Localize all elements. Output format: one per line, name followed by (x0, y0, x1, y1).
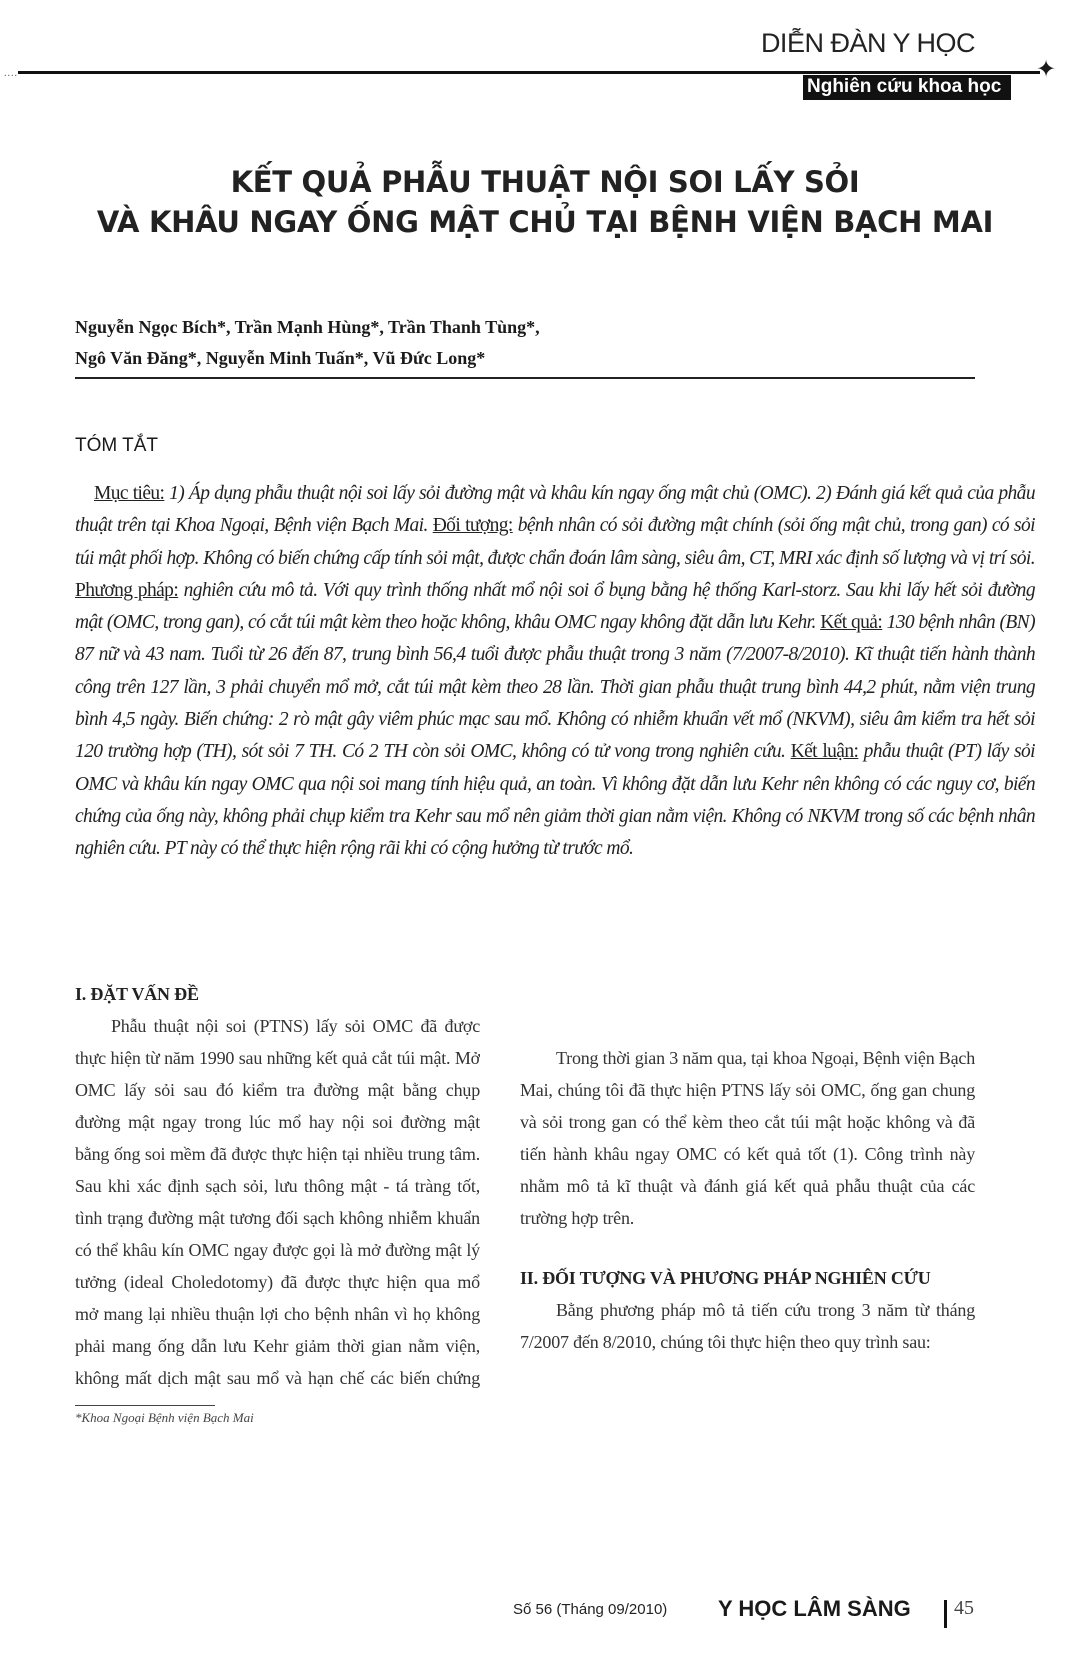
abstract-heading: TÓM TẮT (75, 435, 159, 456)
footnote: *Khoa Ngoại Bệnh viện Bạch Mai (75, 1410, 254, 1425)
section-1-paragraph-2: Trong thời gian 3 năm qua, tại khoa Ngoại, Bệnh viện Bạch Mai, chúng tôi đã thực hiện PTNS lấy sỏi OMC, ống gan chung và sỏi trong gan có thể kèm theo cắt túi mật hoặc không và đã tiến hành khâu ngay OMC có kết quả tốt (1). Công trình này nhằm mô tả kĩ thuật và đánh giá kết quả phẫu thuật của các trường hợp trên. (520, 1048, 975, 1228)
abstract-results: 130 bệnh nhân (BN) 87 nữ và 43 nam. Tuổi từ 26 đến 87, trung bình 56,4 tuổi được phẫu thuật trong 3 năm (7/2007-8/2010). Kĩ thuật tiến hành thành công trên 127 lần, 3 phải chuyển mổ mở, cắt túi mật kèm theo 28 lần. Thời gian phẫu thuật trung bình 44,2 phút, nằm viện trung bình 4,5 ngày. Biến chứng: 2 rò mật gây viêm phúc mạc sau mổ. Không có nhiễm khuẩn vết mổ (NKVM), siêu âm kiểm tra hết sỏi 120 trường hợp (TH), sót sỏi 7 TH. Có 2 TH còn sỏi OMC, không có tử vong trong nghiên cứu. (75, 612, 1035, 763)
section-1-heading: I. ĐẶT VẤN ĐỀ (75, 984, 199, 1004)
divider (75, 377, 975, 379)
abstract-body (75, 478, 1035, 866)
authors (75, 312, 540, 374)
header-dots: .... (4, 68, 18, 79)
abstract-label-methods: Phương pháp: (75, 579, 179, 601)
abstract-label-results: Kết quả: (820, 612, 883, 634)
abstract-conclusion: phẫu thuật (PT) lấy sỏi OMC và khâu kín ngay OMC qua nội soi mang tính hiệu quả, an toàn. Vì không đặt dẫn lưu Kehr nên không có các nguy cơ, biến chứng của ống này, không phải chụp kiểm tra Kehr sau mổ nên giảm thời gian nằm viện. Không có NKVM trong số các bệnh nhân nghiên cứu. PT này có thể thực hiện rộng rãi khi có cộng hưởng từ trước mổ. (75, 741, 1035, 860)
section-1-paragraph-1: Phẫu thuật nội soi (PTNS) lấy sỏi OMC đã được thực hiện từ năm 1990 sau những kết quả cắt túi mật. Mở OMC lấy sỏi sau đó kiểm tra đường mật bằng chụp đường mật ngay trong lúc mổ hay nội soi đường mật bằng ống soi mềm đã được thực hiện tại nhiều trung tâm. Sau khi xác định sạch sỏi, lưu thông mật - tá tràng tốt, tình trạng đường mật tương đối sạch không nhiễm khuẩn có thể khâu kín OMC ngay được gọi là mở đường mật lý tưởng (ideal Choledotomy) đã được thực hiện qua mổ mở mang lại nhiều thuận lợi cho bệnh nhân vì họ không phải mang ống dẫn lưu Kehr giảm thời gian nằm viện, không mất dịch mật sau mổ và hạn chế các biến chứng (75, 1016, 480, 1388)
abstract-methods: nghiên cứu mô tả. Với quy trình thống nhất mổ nội soi ổ bụng bằng hệ thống Karl-storz. Sau khi lấy hết sỏi đường mật (OMC, trong gan), có cắt túi mật kèm theo hoặc không, khâu OMC ngay không đặt dẫn lưu Kehr. (75, 579, 1035, 634)
abstract-subjects: bệnh nhân có sỏi đường mật chính (sỏi ống mật chủ, trong gan) có sỏi túi mật phối hợp. Không có biến chứng cấp tính sỏi mật, được chẩn đoán lâm sàng, siêu âm, CT, MRI xác định số lượng và vị trí sỏi. (75, 515, 1035, 569)
header-rule (18, 71, 1040, 74)
footer-issue: Số 56 (Tháng 09/2010) (513, 1601, 668, 1618)
page-number: 45 (954, 1597, 974, 1619)
abstract-label-objective: Mục tiêu: (94, 483, 165, 504)
authors-line-2: Ngô Văn Đăng*, Nguyễn Minh Tuấn*, Vũ Đức Long* (75, 348, 486, 368)
authors-line-1: Nguyễn Ngọc Bích*, Trần Mạnh Hùng*, Trần Thanh Tùng*, (75, 317, 540, 337)
title-line-1: KẾT QUẢ PHẪU THUẬT NỘI SOI LẤY SỎI (230, 165, 860, 199)
footnote-rule (75, 1405, 215, 1406)
abstract-objective: 1) Áp dụng phẫu thuật nội soi lấy sỏi đường mật và khâu kín ngay ống mật chủ (OMC). 2) Đánh giá kết quả của phẫu thuật trên tại Khoa Ngoại, Bệnh viện Bạch Mai. (75, 483, 1035, 537)
article-title (0, 162, 1090, 242)
header-badge: Nghiên cứu khoa học (803, 75, 1011, 100)
abstract-label-subjects: Đối tượng: (432, 515, 513, 537)
footer-journal: Y HỌC LÂM SÀNG (718, 1596, 911, 1621)
right-column (520, 978, 975, 1358)
header-arrow-icon: ✦ (1036, 57, 1057, 83)
header-section-title: DIỄN ĐÀN Y HỌC (760, 28, 975, 58)
footer-bar (944, 1600, 947, 1628)
title-line-2: VÀ KHÂU NGAY ỐNG MẬT CHỦ TẠI BỆNH VIỆN BẠCH MAI (96, 205, 994, 239)
section-2-paragraph-1: Bằng phương pháp mô tả tiến cứu trong 3 năm từ tháng 7/2007 đến 8/2010, chúng tôi thực hiện theo quy trình sau: (520, 1300, 975, 1352)
abstract-label-conclusion: Kết luận: (790, 741, 859, 763)
section-2-heading: II. ĐỐI TƯỢNG VÀ PHƯƠNG PHÁP NGHIÊN CỨU (520, 1268, 931, 1288)
left-column (75, 978, 480, 1388)
